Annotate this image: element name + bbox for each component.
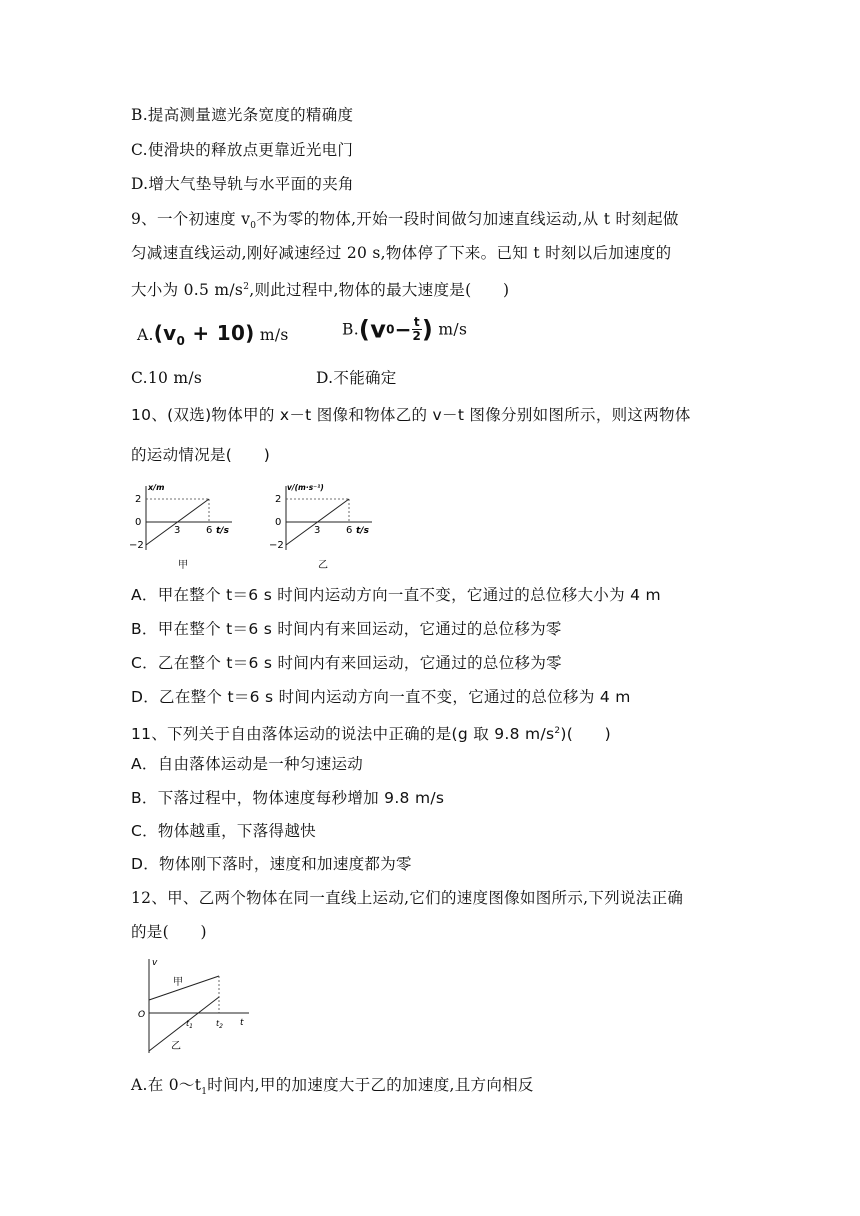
q11-option-a: A．自由落体运动是一种匀速运动 xyxy=(131,755,364,773)
fig10b-caption: 乙 xyxy=(318,560,328,571)
q9-option-c: C.10 m/s xyxy=(131,369,203,387)
q12-line-2: 的是( ) xyxy=(131,923,207,941)
fig10b-tick-6: 6 xyxy=(346,525,353,536)
q11-option-d: D．物体刚下落时，速度和加速度都为零 xyxy=(131,855,412,873)
q12-line-1: 12、甲、乙两个物体在同一直线上运动,它们的速度图像如图所示,下列说法正确 xyxy=(131,889,684,907)
fig10b-tick-3: 3 xyxy=(314,525,321,536)
fig10a-tick-2: 2 xyxy=(135,494,142,505)
q10-option-a: A．甲在整个 t＝6 s 时间内运动方向一直不变，它通过的总位移大小为 4 m xyxy=(131,586,661,604)
figure-12-velocity-graph xyxy=(133,955,253,1055)
fig10a-tick-neg2: −2 xyxy=(129,540,144,551)
q8-option-d: D.增大气垫导轨与水平面的夹角 xyxy=(131,175,354,193)
fig10a-tick-6: 6 xyxy=(206,525,213,536)
fig12-y-label: v xyxy=(152,958,158,968)
fig12-jia-line xyxy=(149,976,219,1000)
fig12-label-jia: 甲 xyxy=(173,977,183,988)
q8-option-b: B.提高测量遮光条宽度的精确度 xyxy=(131,106,354,124)
q12-option-a: A.在 $0\sim t_1$时间内,甲的加速度大于乙的加速度,且方向相反 xyxy=(131,1076,534,1098)
fig10a-tick-3: 3 xyxy=(174,525,181,536)
q11-option-b: B．下落过程中，物体速度每秒增加 9.8 m/s xyxy=(131,789,445,807)
fig10a-y-label: x/m xyxy=(148,483,165,492)
fig12-yi-line xyxy=(149,997,219,1051)
fig12-x-label: t xyxy=(240,1018,244,1028)
q11-option-c: C．物体越重，下落得越快 xyxy=(131,822,316,840)
q9-option-a-formula: $(v_0 + 10)$ xyxy=(153,321,255,348)
q9-line-3: 大小为 0.5 $m/s^2$,则此过程中,物体的最大速度是( ) xyxy=(131,281,510,300)
q11-line-1: 11、下列关于自由落体运动的说法中正确的是(g 取 9.8 $m/s^2$)( ) xyxy=(131,725,612,744)
fig12-t1: $t_1$ xyxy=(186,1019,193,1030)
fig10b-tick-neg2: −2 xyxy=(269,540,284,551)
q8-option-c: C.使滑块的释放点更靠近光电门 xyxy=(131,141,354,159)
q9-option-b: B.(v0− $\frac{t}{2}$ ) m/s xyxy=(342,315,468,344)
q9-option-d: D.不能确定 xyxy=(316,369,397,387)
q9-option-b-fraction: $\frac{t}{2}$ xyxy=(412,315,422,343)
fig10b-x-label: t/s xyxy=(356,526,369,536)
q10-option-d: D．乙在整个 t＝6 s 时间内运动方向一直不变，它通过的总位移为 4 m xyxy=(131,688,631,706)
q9-line-1: 9、一个初速度 $v_0$不为零的物体,开始一段时间做匀加速直线运动,从 t 时刻起做 xyxy=(131,210,679,232)
fig10a-tick-0: 0 xyxy=(135,517,142,528)
fig12-t2: $t_2$ xyxy=(216,1019,223,1030)
q10-line-2: 的运动情况是( ) xyxy=(131,446,271,464)
fig10a-caption: 甲 xyxy=(178,560,188,571)
fig10b-tick-2: 2 xyxy=(275,494,282,505)
q9-line-2: 匀减速直线运动,刚好减速经过 20 s,物体停了下来。已知 t 时刻以后加速度的 xyxy=(131,244,672,262)
fig10b-tick-0: 0 xyxy=(275,517,282,528)
q10-line-1: 10、(双选)物体甲的 x－t 图像和物体乙的 v－t 图像分别如图所示，则这两物体 xyxy=(131,406,691,424)
fig12-origin: O xyxy=(138,1010,146,1020)
figure-10-jia-xt-graph xyxy=(128,480,236,572)
fig10b-y-label: v/(m·s⁻¹) xyxy=(287,483,324,492)
fig10a-x-label: t/s xyxy=(216,526,229,536)
fig12-label-yi: 乙 xyxy=(171,1041,181,1052)
q10-option-c: C．乙在整个 t＝6 s 时间内有来回运动，它通过的总位移为零 xyxy=(131,654,562,672)
figure-10-yi-vt-graph xyxy=(268,480,376,572)
q9-option-a: $A.(v_0 + 10)$ m/s xyxy=(137,321,289,348)
q10-option-b: B．甲在整个 t＝6 s 时间内有来回运动，它通过的总位移为零 xyxy=(131,620,562,638)
